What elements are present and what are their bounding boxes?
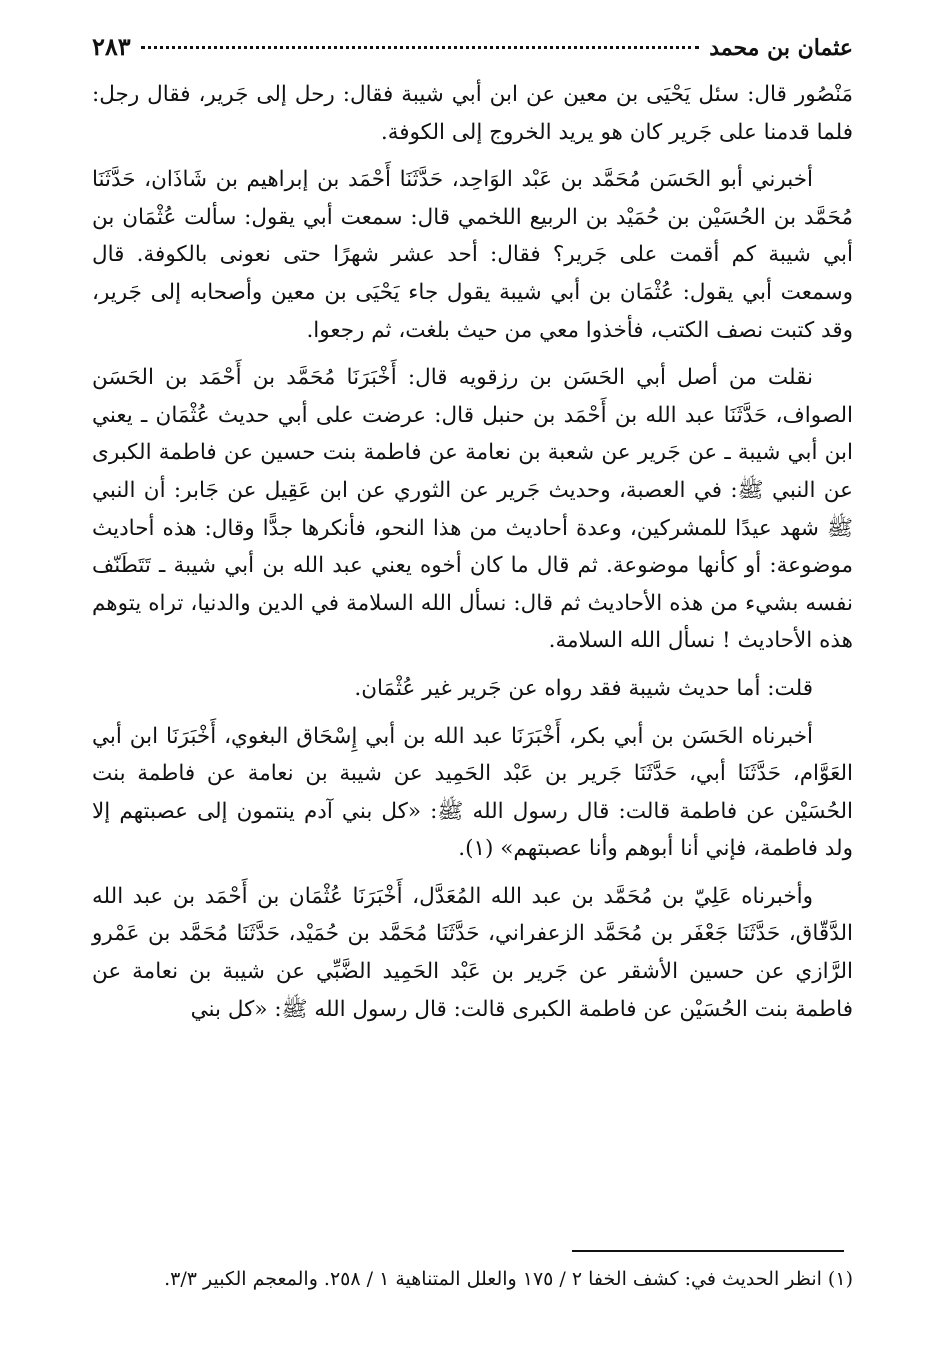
paragraph: نقلت من أصل أبي الحَسَن بن رزقويه قال: أَخْبَرَنَا مُحَمَّد بن أَحْمَد بن الحَسَن الصواف، حَدَّثَنَا عبد الله بن أَحْمَد بن حنبل قال: عرضت على أبي حديث عُثْمَان ـ يعني ابن أبي شيبة ـ عن جَرير عن شعبة بن نعامة عن فاطمة بنت حسين عن فاطمة الكبرى عن النبي ﷺ: في العصبة، وحديث جَرير عن الثوري عن ابن عَقِيل عن جَابر: أن النبي ﷺ شهد عيدًا للمشركين، وعدة أحاديث من هذا النحو، فأنكرها جدًّا وقال: هذه أحاديث موضوعة: أو كأنها موضوعة. ثم قال ما كان أخوه يعني عبد الله بن أبي شيبة ـ تَتَطَنّف نفسه بشيء من هذه الأحاديث ثم قال: نسأل الله السلامة في الدين والدنيا، تراه يتوهم هذه الأحاديث ! نسأل الله السلامة.: [92, 365, 853, 654]
body-text: [92, 76, 853, 1028]
page-header: [92, 32, 853, 76]
paragraph: أخبرني أبو الحَسَن مُحَمَّد بن عَبْد الوَاحِد، حَدَّثَنَا أَحْمَد بن إبراهيم بن شَاذَان، حَدَّثَنَا مُحَمَّد بن الحُسَيْن بن حُمَيْد بن الربيع اللخمي قال: سمعت أبي يقول: سألت عُثْمَان بن أبي شيبة كم أقمت على جَرير؟ فقال: أحد عشر شهرًا حتى نعونى بالكوفة. قال وسمعت أبي يقول: عُثْمَان بن أبي شيبة يقول جاء يَحْيَى بن معين وأصحابه إلى جَرير، وقد كتبت نصف الكتب، فأخذوا معي من حيث بلغت، ثم رجعوا.: [92, 167, 853, 343]
paragraph: أخبرناه الحَسَن بن أبي بكر، أَخْبَرَنَا عبد الله بن أبي إِسْحَاق البغوي، أَخْبَرَنَا ابن أبي العَوَّام، حَدَّثَنَا أبي، حَدَّثَنَا جَرير بن عَبْد الحَمِيد عن شيبة بن نعامة عن فاطمة بنت الحُسَيْن عن فاطمة قالت: قال رسول الله ﷺ: «كل بني آدم ينتمون إلى عصبتهم إلا ولد فاطمة، فإني أنا أبوهم وأنا عصبتهم» (١).: [92, 723, 853, 862]
paragraph: قلت: أما حديث شيبة فقد رواه عن جَرير غير عُثْمَان.: [354, 675, 813, 701]
page-number: ٢٨٣: [92, 32, 131, 61]
header-leader-dots: [141, 46, 700, 49]
paragraph: وأخبرناه عَلِيّ بن مُحَمَّد بن عبد الله المُعَدَّل، أَخْبَرَنَا عُثْمَان بن أَحْمَد بن عبد الله الدَّقّاق، حَدَّثَنَا جَعْفَر بن مُحَمَّد الزعفراني، حَدَّثَنَا مُحَمَّد بن حُمَيْد، حَدَّثَنَا مُحَمَّد بن عَمْرو الرَّازي عن حسين الأشقر عن جَرير بن عَبْد الحَمِيد الضَّبِّي عن شيبة بن نعامة عن فاطمة بنت الحُسَيْن عن فاطمة الكبرى قالت: قال رسول الله ﷺ: «كل بني: [92, 883, 853, 1022]
footnote: (١) انظر الحديث في: كشف الخفا ٢ / ١٧٥ والعلل المتناهية ١ / ٢٥٨. والمعجم الكبير ٣/٣.: [164, 1268, 853, 1290]
footnote-divider: [572, 1250, 844, 1252]
paragraph: مَنْصُور قال: سئل يَحْيَى بن معين عن ابن أبي شيبة فقال: رحل إلى جَرير، فقال رجل: فلما قدمنا على جَرير كان هو يريد الخروج إلى الكوفة.: [92, 82, 853, 145]
running-title: عثمان بن محمد: [709, 35, 853, 61]
